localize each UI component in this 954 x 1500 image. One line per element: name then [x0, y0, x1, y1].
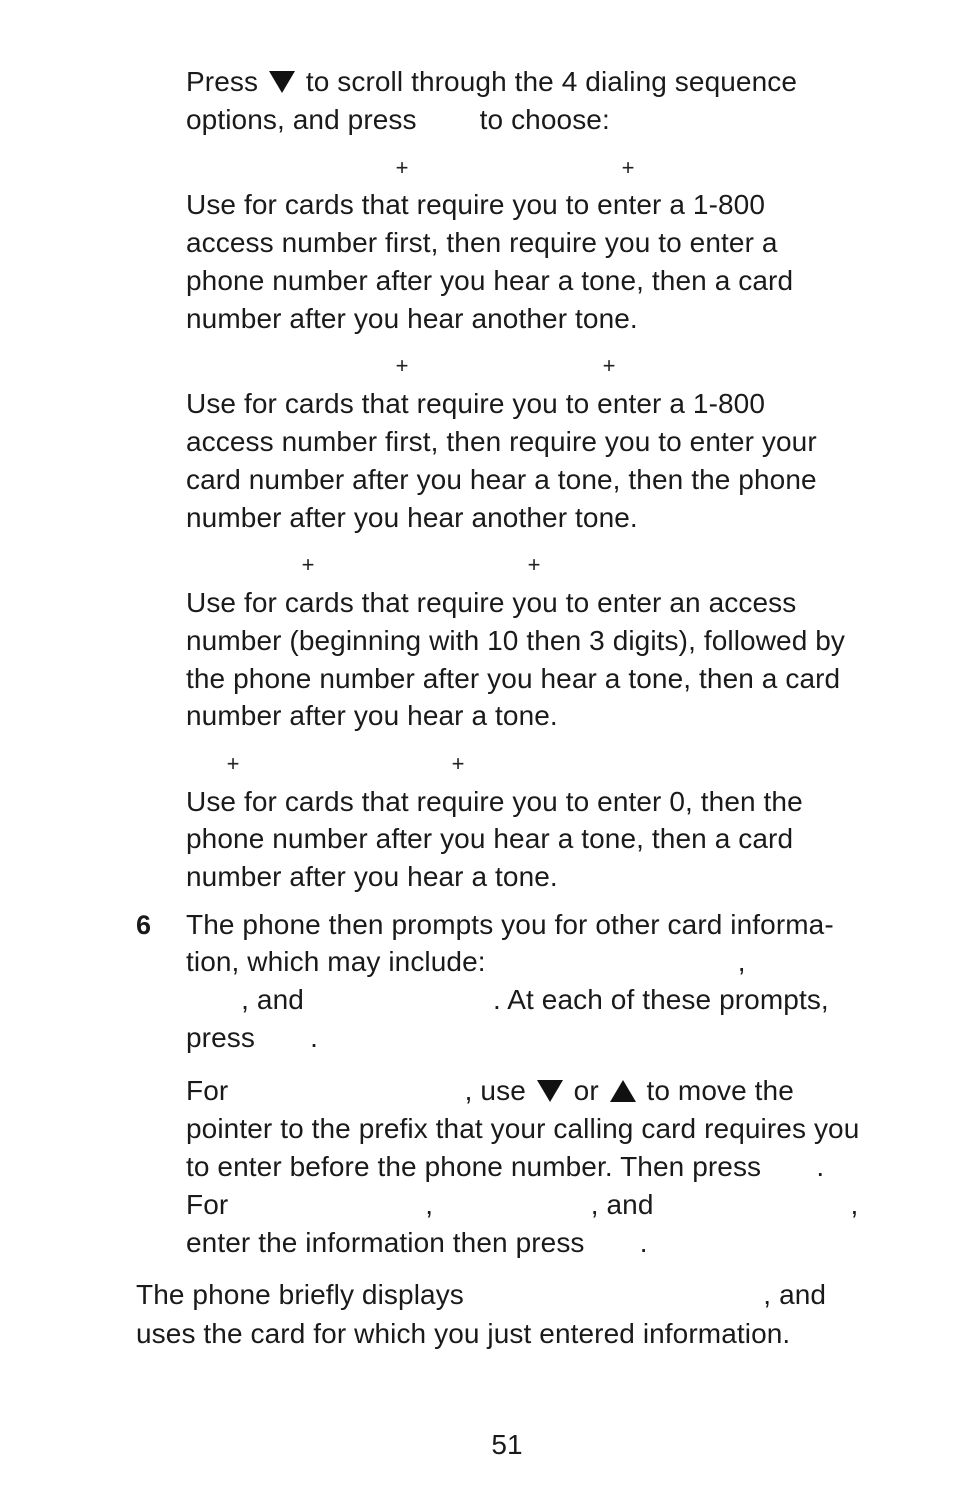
- step-6-line: tion, which may include: ,: [186, 946, 746, 977]
- step-number: 6: [136, 910, 152, 940]
- option-4-line: number after you hear a tone.: [186, 861, 558, 892]
- option-2-line: card number after you hear a tone, then the phone: [186, 464, 817, 495]
- plus-marker-icon: +: [527, 552, 541, 577]
- prefix-line: to enter before the phone number. Then press .: [186, 1151, 825, 1182]
- option-3-line: the phone number after you hear a tone, then a card: [186, 663, 841, 694]
- plus-marker-icon: +: [621, 155, 635, 180]
- intro-line-1: [186, 63, 797, 101]
- plus-marker-icon: +: [451, 751, 465, 776]
- option-2-line: access number first, then require you to enter your: [186, 426, 817, 457]
- intro-text: to scroll through the 4 dialing sequence: [297, 66, 798, 97]
- page-number: 51: [491, 1429, 523, 1460]
- down-arrow-icon: [537, 1080, 563, 1102]
- step-6-line: , and . At each of these prompts,: [186, 984, 829, 1015]
- plus-marker-icon: +: [301, 552, 315, 577]
- plus-marker-icon: +: [226, 751, 240, 776]
- option-3-line: number (beginning with 10 then 3 digits), followed by: [186, 625, 846, 656]
- down-arrow-icon: [269, 71, 295, 93]
- option-4-line: phone number after you hear a tone, then a card: [186, 823, 794, 854]
- option-3-line: number after you hear a tone.: [186, 700, 558, 731]
- step-6-line: press .: [186, 1022, 319, 1053]
- intro-line-2: options, and press to choose:: [186, 104, 610, 135]
- prefix-text: to move the: [638, 1075, 794, 1106]
- prefix-line: enter the information then press .: [186, 1227, 648, 1258]
- plus-marker-icon: +: [395, 155, 409, 180]
- option-3-line: Use for cards that require you to enter an access: [186, 587, 797, 618]
- closing-line: The phone briefly displays , and: [136, 1279, 827, 1310]
- option-1-line: number after you hear another tone.: [186, 303, 638, 334]
- option-1-line: Use for cards that require you to enter a 1-800: [186, 189, 766, 220]
- option-1-line: access number first, then require you to enter a: [186, 227, 778, 258]
- prefix-line-1: [186, 1072, 794, 1110]
- option-4-line: Use for cards that require you to enter 0, then the: [186, 786, 803, 817]
- step-6-line: The phone then prompts you for other card informa-: [186, 909, 834, 940]
- option-2-line: Use for cards that require you to enter a 1-800: [186, 388, 766, 419]
- closing-line: uses the card for which you just entered information.: [136, 1318, 791, 1349]
- up-arrow-icon: [610, 1080, 636, 1102]
- prefix-line: For , , and ,: [186, 1189, 859, 1220]
- plus-marker-icon: +: [395, 353, 409, 378]
- prefix-text: For , use: [186, 1075, 534, 1106]
- prefix-line: pointer to the prefix that your calling card requires you: [186, 1113, 860, 1144]
- intro-text: Press: [186, 66, 266, 97]
- prefix-text: or: [565, 1075, 607, 1106]
- option-2-line: number after you hear another tone.: [186, 502, 638, 533]
- option-1-line: phone number after you hear a tone, then a card: [186, 265, 794, 296]
- plus-marker-icon: +: [602, 353, 616, 378]
